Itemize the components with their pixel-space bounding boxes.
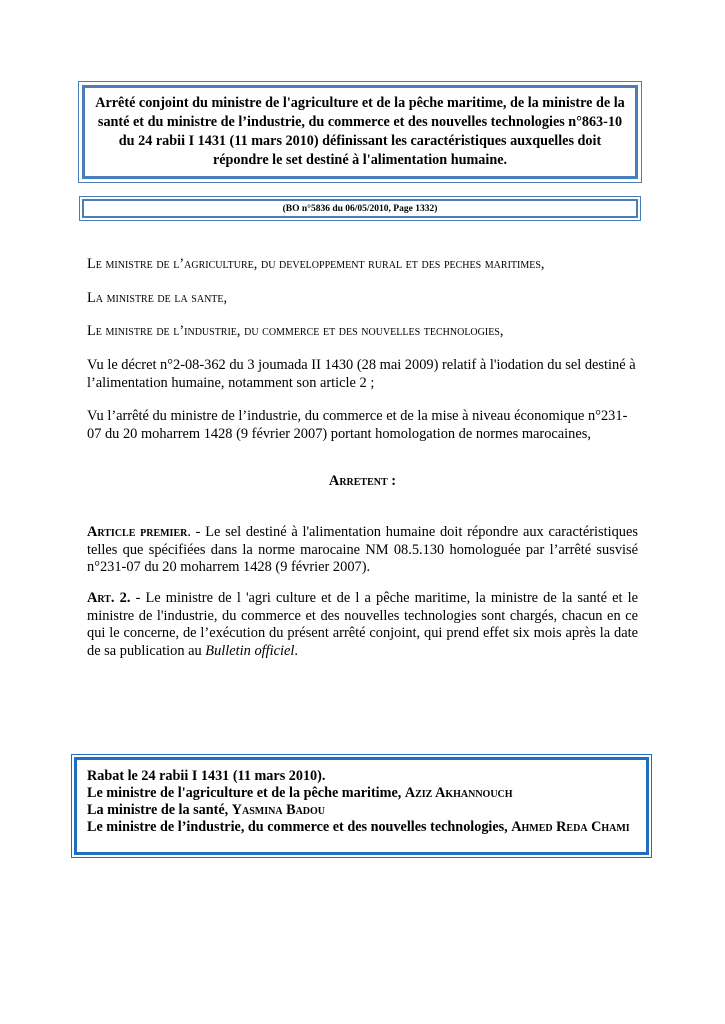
- document-title: Arrêté conjoint du ministre de l'agriculture et de la pêche maritime, de la ministre de la santé et du ministre de l’industrie, du commerce et des nouvelles technologies n°863-10 du 24 rabii I 1431 (11 mars 2010) définissant les caractéristiques auxquelles doit répondre le set destiné à l'alimentation humaine.: [95, 95, 625, 168]
- signatory-akhannouch: Aziz Akhannouch: [404, 785, 513, 801]
- article-2-text: - Le ministre de l 'agri culture et de l a pêche maritime, la ministre de la santé et le ministre de l'industrie, du commerce et des nouvelles technologies sont chargés, chacun en ce qui le concerne, de l’exécution du présent arrêté conjoint, qui prend effet six mois après la date de sa publication au: [87, 590, 638, 659]
- vu-arrete-paragraph: Vu l’arrêté du ministre de l’industrie, du commerce et de la mise à niveau économique n°231-07 du 20 moharrem 1428 (9 février 2007) portant homologation de normes marocaines,: [87, 408, 628, 442]
- signature-sante: [87, 802, 636, 819]
- minister-industrie-heading: Le ministre de l’industrie, du commerce et des nouvelles technologies,: [87, 323, 504, 339]
- article-1: [87, 524, 638, 577]
- role-sante: La ministre de la santé,: [87, 802, 232, 818]
- article-2: [87, 590, 638, 660]
- bo-reference-box: [82, 199, 638, 218]
- signature-box: [74, 757, 649, 855]
- signatory-badou: Yasmina Badou: [231, 802, 326, 818]
- arretent-heading: Arretent :: [328, 473, 397, 489]
- title-box: [82, 85, 638, 179]
- article-1-text: . - Le sel destiné à l'alimentation humaine doit répondre aux caractéristiques telles que spécifiées dans la norme marocaine NM 08.5.130 homologuée par l’arrêté susvisé n°231-07 du 20 moharrem 1428 (9 février 2007).: [87, 524, 638, 575]
- vu-decret-paragraph: Vu le décret n°2-08-362 du 3 joumada II 1430 (28 mai 2009) relatif à l'iodation du sel destiné à l’alimentation humaine, notamment son article 2 ;: [87, 357, 636, 391]
- bo-reference: (BO n°5836 du 06/05/2010, Page 1332): [282, 203, 438, 214]
- role-agriculture: Le ministre de l'agriculture et de la pêche maritime,: [87, 785, 405, 801]
- place-date: Rabat le 24 rabii I 1431 (11 mars 2010).: [87, 768, 326, 784]
- signature-agriculture: [87, 785, 636, 802]
- bulletin-officiel: Bulletin officiel: [205, 642, 295, 659]
- minister-sante-heading: La ministre de la sante,: [87, 290, 228, 306]
- article-2-label: Art. 2.: [87, 590, 131, 606]
- minister-agriculture-heading: Le ministre de l’agriculture, du developpement rural et des peches maritimes,: [87, 256, 545, 272]
- signatory-chami: Ahmed Reda Chami: [511, 819, 630, 835]
- article-2-end: .: [294, 642, 299, 659]
- signature-industrie: [87, 819, 636, 836]
- article-1-label: Article premier: [87, 524, 188, 540]
- role-industrie: Le ministre de l’industrie, du commerce et des nouvelles technologies,: [87, 819, 512, 835]
